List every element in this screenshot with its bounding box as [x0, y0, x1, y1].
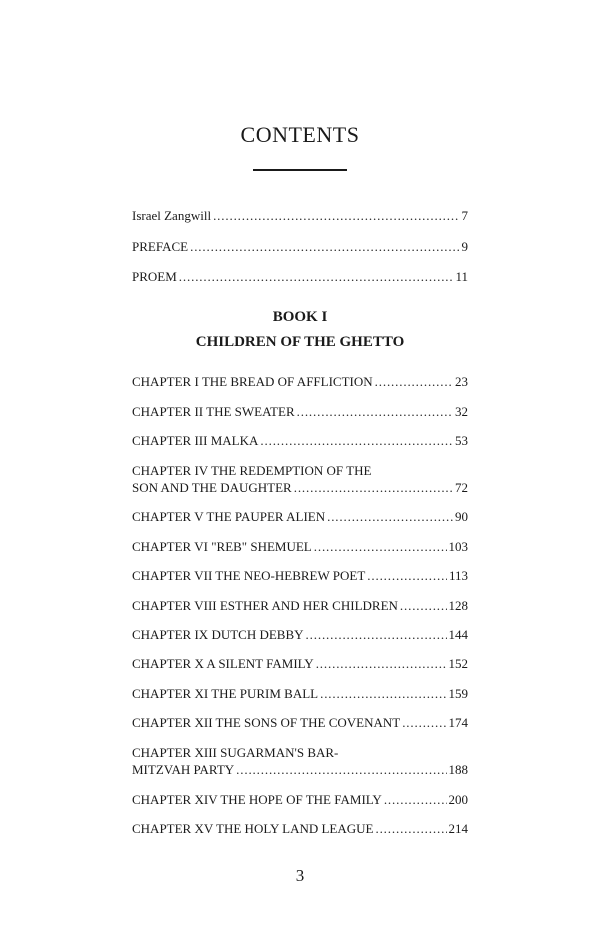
toc-entry-page: 159 — [448, 686, 468, 701]
page-number: 3 — [295, 866, 305, 885]
toc-entry-label: CHAPTER X A SILENT FAMILY — [132, 656, 314, 671]
contents-title: CONTENTS — [240, 122, 360, 147]
dot-leader — [306, 626, 447, 643]
toc-entry-page: 32 — [455, 404, 468, 419]
toc-entry-label: CHAPTER XII THE SONS OF THE COVENANT — [132, 715, 401, 730]
dot-leader — [260, 432, 453, 449]
toc-entry-page: 7 — [461, 208, 468, 223]
toc-entry-front-1[interactable] — [132, 207, 468, 224]
toc-entry-chapter-5[interactable] — [132, 508, 468, 525]
dot-leader — [327, 508, 453, 525]
toc-entry-label: CHAPTER XIV THE HOPE OF THE FAMILY — [132, 792, 382, 807]
toc-entry-label-continued: MITZVAH PARTY — [132, 762, 235, 777]
toc-entry-label: CHAPTER IX DUTCH DEBBY — [132, 627, 304, 642]
toc-entry-chapter-6[interactable] — [132, 538, 468, 555]
dot-leader — [316, 655, 447, 672]
toc-entry-page: 200 — [448, 792, 468, 807]
toc-entry-chapter-3[interactable] — [132, 432, 468, 449]
toc-entry-page: 23 — [455, 374, 468, 389]
dot-leader — [179, 268, 454, 285]
toc-entry-label: CHAPTER XIII SUGARMAN'S BAR- — [132, 745, 339, 760]
dot-leader — [190, 238, 459, 255]
toc-entry-chapter-15[interactable] — [132, 820, 468, 837]
toc-entry-chapter-13[interactable] — [132, 744, 468, 778]
toc-entry-label: CHAPTER IV THE REDEMPTION OF THE — [132, 463, 372, 478]
book-name-heading: CHILDREN OF THE GHETTO — [195, 334, 405, 350]
toc-entry-chapter-10[interactable] — [132, 655, 468, 672]
toc-entry-label: Israel Zangwill — [132, 208, 212, 223]
dot-leader — [375, 373, 453, 390]
toc-entry-label: CHAPTER VII THE NEO-HEBREW POET — [132, 568, 366, 583]
toc-entry-front-3[interactable] — [132, 268, 468, 285]
toc-entry-label: CHAPTER V THE PAUPER ALIEN — [132, 509, 326, 524]
toc-entry-page: 103 — [448, 539, 468, 554]
toc-entry-chapter-8[interactable] — [132, 597, 468, 614]
dot-leader — [314, 538, 447, 555]
toc-entry-page: 90 — [455, 509, 468, 524]
toc-entry-chapter-2[interactable] — [132, 403, 468, 420]
toc-entry-chapter-7[interactable] — [132, 567, 468, 584]
toc-entry-label: CHAPTER XI THE PURIM BALL — [132, 686, 319, 701]
toc-entry-chapter-12[interactable] — [132, 714, 468, 731]
toc-entry-page: 188 — [448, 762, 468, 777]
toc-entry-page: 11 — [455, 269, 468, 284]
toc-entry-label: PROEM — [132, 269, 177, 284]
toc-entry-label: CHAPTER I THE BREAD OF AFFLICTION — [132, 374, 373, 389]
dot-leader — [294, 479, 453, 496]
toc-entry-page: 144 — [448, 627, 468, 642]
toc-entry-page: 152 — [448, 656, 468, 671]
toc-entry-chapter-9[interactable] — [132, 626, 468, 643]
toc-entry-front-2[interactable] — [132, 238, 468, 255]
toc-entry-page: 113 — [448, 568, 468, 583]
toc-entry-label: PREFACE — [132, 239, 189, 254]
toc-entry-page: 9 — [461, 239, 468, 254]
dot-leader — [213, 207, 459, 224]
dot-leader — [400, 597, 447, 614]
dot-leader — [367, 567, 447, 584]
dot-leader — [297, 403, 453, 420]
toc-entry-chapter-11[interactable] — [132, 685, 468, 702]
book-number-heading: BOOK I — [272, 309, 328, 325]
toc-entry-page: 214 — [448, 821, 468, 836]
dot-leader — [384, 791, 447, 808]
toc-entry-page: 174 — [448, 715, 468, 730]
toc-entry-page: 72 — [455, 480, 468, 495]
toc-entry-label: CHAPTER II THE SWEATER — [132, 404, 295, 419]
toc-entry-chapter-1[interactable] — [132, 373, 468, 390]
toc-entry-page: 53 — [455, 433, 468, 448]
toc-entry-label-continued: SON AND THE DAUGHTER — [132, 480, 292, 495]
toc-entry-label: CHAPTER VIII ESTHER AND HER CHILDREN — [132, 598, 398, 613]
toc-entry-label: CHAPTER III MALKA — [132, 433, 259, 448]
toc-entry-chapter-14[interactable] — [132, 791, 468, 808]
dot-leader — [320, 685, 446, 702]
dot-leader — [236, 761, 446, 778]
dot-leader — [375, 820, 446, 837]
toc-entry-label: CHAPTER XV THE HOLY LAND LEAGUE — [132, 821, 374, 836]
title-underline — [253, 169, 347, 171]
dot-leader — [402, 714, 446, 731]
toc-entry-label: CHAPTER VI "REB" SHEMUEL — [132, 539, 312, 554]
toc-entry-page: 128 — [448, 598, 468, 613]
toc-entry-chapter-4[interactable] — [132, 462, 468, 496]
